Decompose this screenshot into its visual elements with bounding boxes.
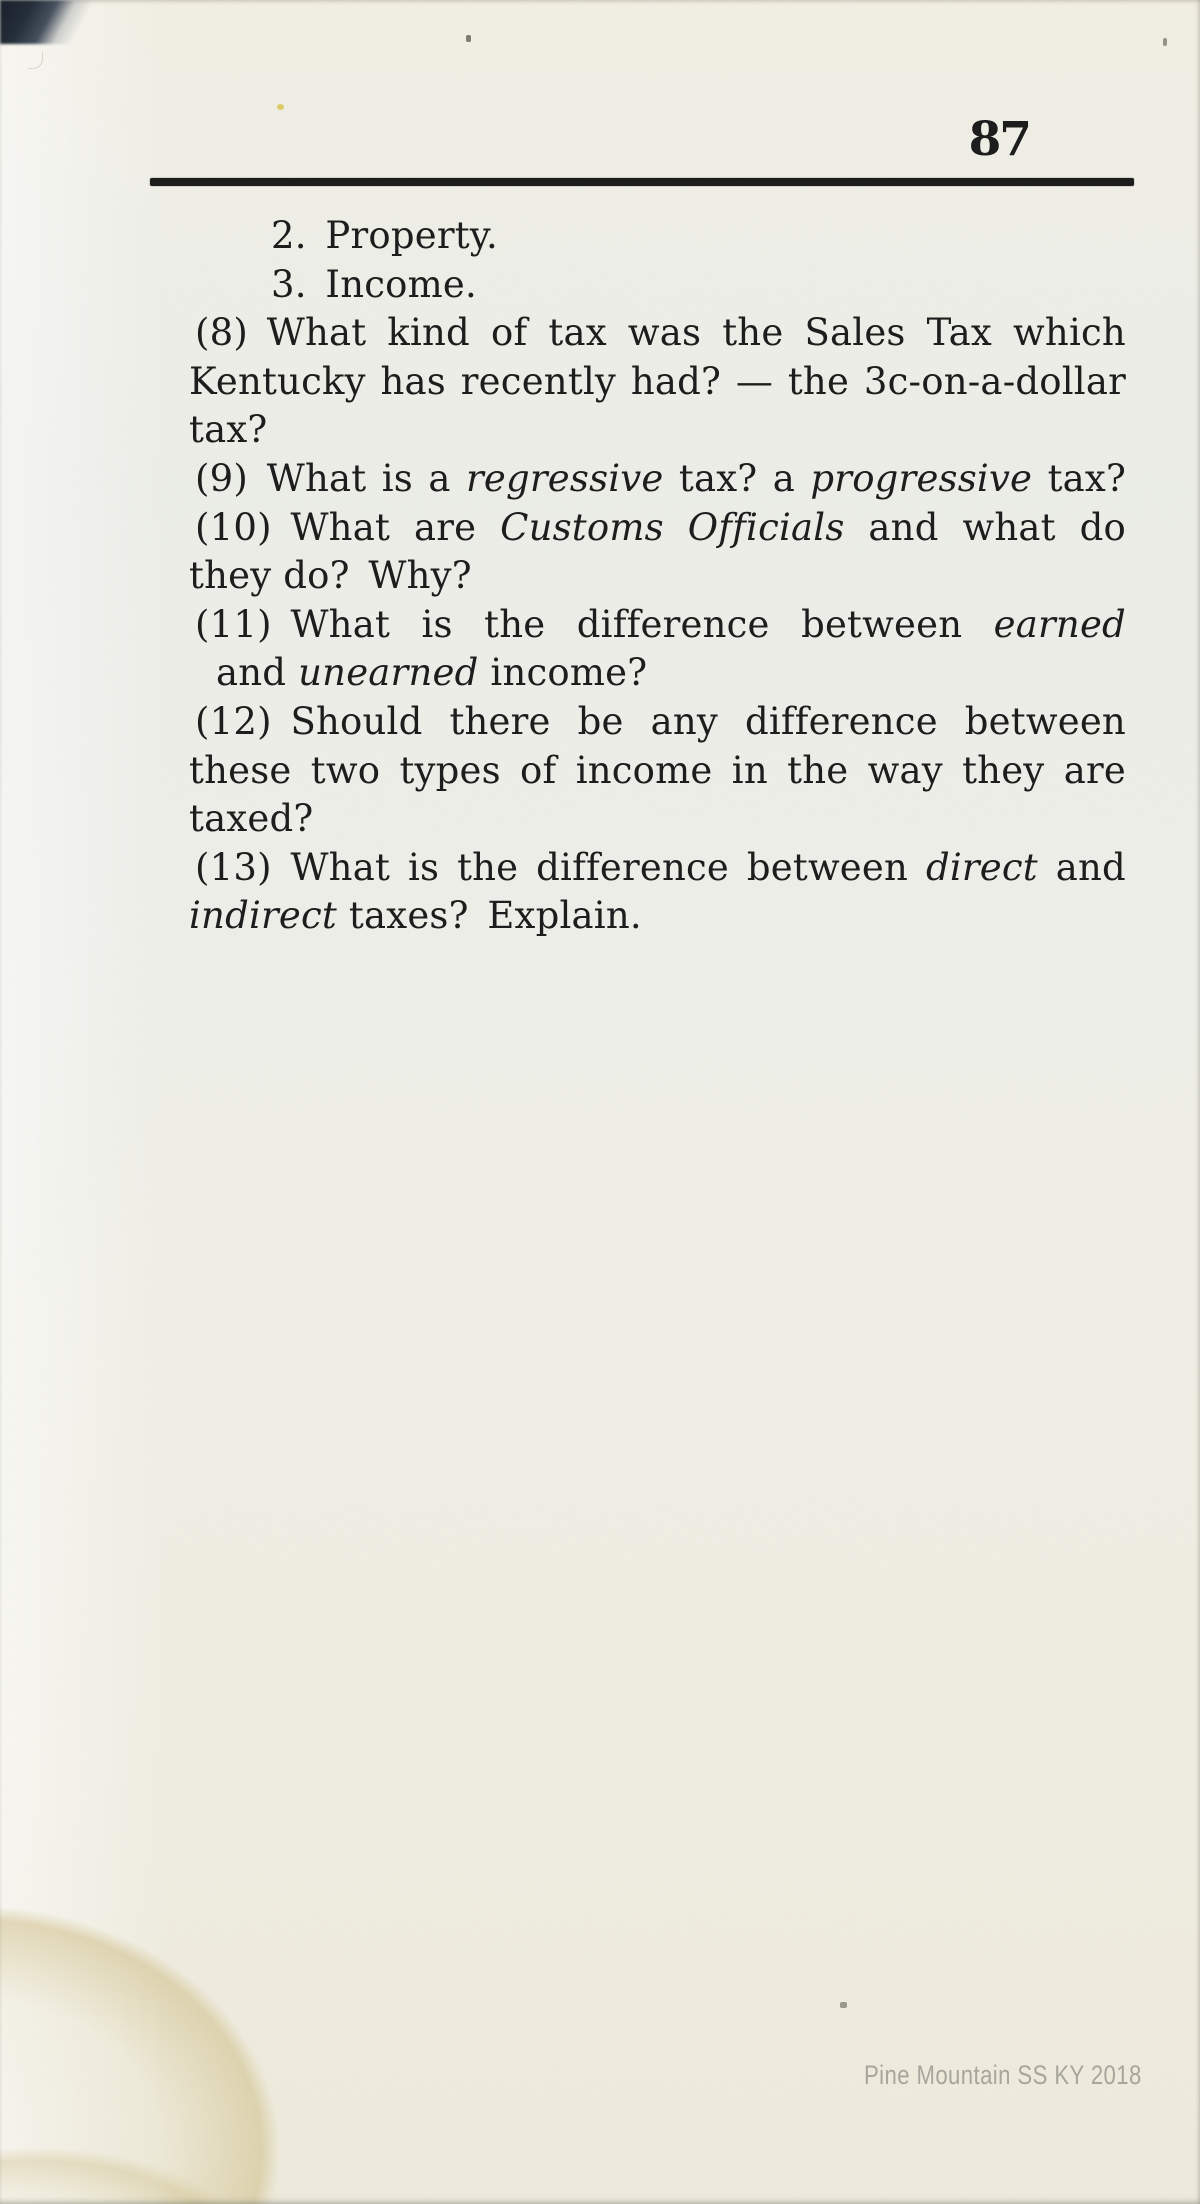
- text-line: taxed?: [189, 797, 314, 841]
- text-line: (8) What kind of tax was the Sales Tax which: [195, 311, 1126, 355]
- text-line: Kentucky has recently had? — the 3c-on-a-dollar: [189, 359, 1126, 403]
- text-line: (12) Should there be any difference between: [195, 699, 1126, 743]
- paper-speck: [28, 52, 43, 69]
- text-line: (13) What is the difference between direct and: [195, 845, 1126, 889]
- text-line: (11) What is the difference between earned: [195, 602, 1126, 646]
- text-line: indirect taxes? Explain.: [189, 894, 642, 938]
- text-line: and unearned income?: [216, 651, 648, 695]
- text-line: 2. Property.: [271, 214, 498, 257]
- scan-corner-shadow: [0, 0, 130, 44]
- text-line: (9) What is a regressive tax? a progressive tax?: [195, 456, 1126, 500]
- text-line: these two types of income in the way they are: [189, 748, 1126, 792]
- paper-speck: [1163, 38, 1167, 46]
- paper-speck: [277, 104, 284, 110]
- question-text-block: [189, 212, 1126, 941]
- paper-speck: [840, 2002, 847, 2008]
- paper-speck: [466, 35, 471, 42]
- text-line: (10) What are Customs Officials and what do: [195, 505, 1126, 549]
- watermark: Pine Mountain SS KY 2018: [864, 2060, 1142, 2090]
- text-line: 3. Income.: [271, 262, 477, 306]
- page-number: 87: [968, 112, 1030, 167]
- header-rule: [150, 178, 1134, 186]
- text-line: they do? Why?: [189, 554, 472, 598]
- text-line: tax?: [189, 408, 268, 452]
